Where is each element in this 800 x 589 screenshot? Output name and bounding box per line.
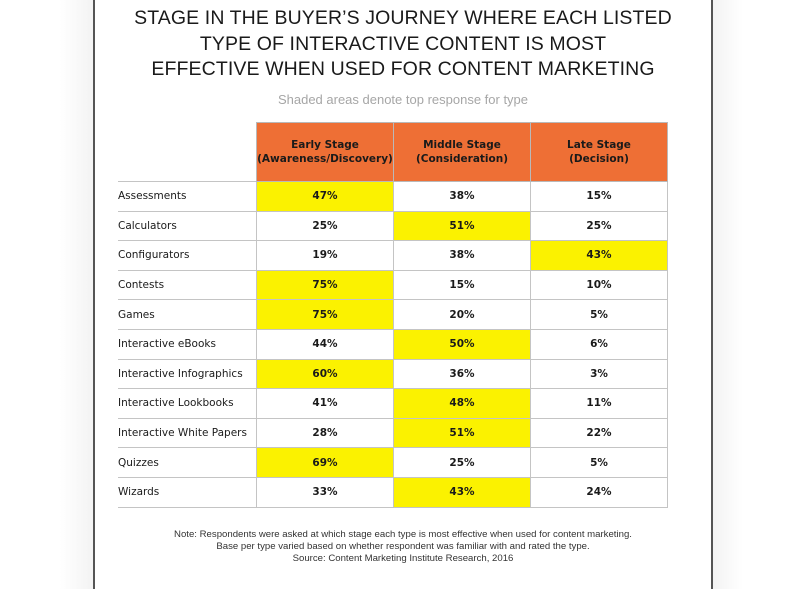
- table-row: [118, 448, 668, 478]
- column-header-title: Middle Stage: [423, 139, 501, 151]
- row-label: Interactive eBooks: [118, 329, 257, 359]
- table-row: [118, 359, 668, 389]
- data-table: [118, 122, 668, 508]
- column-header-title: Early Stage: [291, 139, 359, 151]
- column-header-middle: [394, 123, 531, 182]
- value-cell-early-top: 60%: [257, 359, 394, 389]
- value-cell-early-top: 69%: [257, 448, 394, 478]
- table-row: [118, 389, 668, 419]
- value-cell-late: 25%: [531, 211, 668, 241]
- value-cell-late-top: 43%: [531, 241, 668, 271]
- chart-title: [95, 6, 711, 83]
- value-cell-late: 10%: [531, 270, 668, 300]
- column-header-subtitle: (Consideration): [415, 153, 509, 165]
- table-row: [118, 300, 668, 330]
- column-header-early: [257, 123, 394, 182]
- header-corner: [118, 123, 257, 182]
- value-cell-middle-top: 50%: [394, 329, 531, 359]
- value-cell-middle-top: 48%: [394, 389, 531, 419]
- note-line: Base per type varied based on whether respondent was familiar with and rated the type.: [216, 541, 590, 552]
- value-cell-early: 33%: [257, 477, 394, 507]
- chart-title-line: TYPE OF INTERACTIVE CONTENT IS MOST: [199, 32, 607, 55]
- page-shadow-right: [713, 0, 743, 589]
- frame-border-left: [93, 0, 95, 589]
- row-label: Games: [118, 300, 257, 330]
- row-label: Configurators: [118, 241, 257, 271]
- value-cell-early: 25%: [257, 211, 394, 241]
- row-label: Calculators: [118, 211, 257, 241]
- table-row: [118, 270, 668, 300]
- value-cell-middle-top: 51%: [394, 211, 531, 241]
- value-cell-early-top: 75%: [257, 270, 394, 300]
- value-cell-middle-top: 43%: [394, 477, 531, 507]
- row-label: Interactive Lookbooks: [118, 389, 257, 419]
- value-cell-middle: 38%: [394, 241, 531, 271]
- value-cell-middle: 36%: [394, 359, 531, 389]
- source-line: Source: Content Marketing Institute Research, 2016: [292, 553, 514, 564]
- value-cell-middle: 25%: [394, 448, 531, 478]
- value-cell-early-top: 75%: [257, 300, 394, 330]
- chart-title-line: EFFECTIVE WHEN USED FOR CONTENT MARKETING: [151, 58, 655, 80]
- table-body: [118, 182, 668, 508]
- value-cell-late: 24%: [531, 477, 668, 507]
- table-row: [118, 211, 668, 241]
- row-label: Quizzes: [118, 448, 257, 478]
- value-cell-late: 5%: [531, 448, 668, 478]
- row-label: Interactive Infographics: [118, 359, 257, 389]
- value-cell-late: 11%: [531, 389, 668, 419]
- column-header-subtitle: (Awareness/Discovery): [257, 153, 393, 165]
- chart-note: [95, 529, 711, 565]
- value-cell-late: 22%: [531, 418, 668, 448]
- page-shadow-left: [60, 0, 93, 589]
- value-cell-early: 19%: [257, 241, 394, 271]
- value-cell-early: 28%: [257, 418, 394, 448]
- value-cell-late: 15%: [531, 182, 668, 212]
- chart-title-line: STAGE IN THE BUYER’S JOURNEY WHERE EACH LISTED: [134, 7, 672, 29]
- value-cell-early: 44%: [257, 329, 394, 359]
- table-row: [118, 418, 668, 448]
- column-header-late: [531, 123, 668, 182]
- value-cell-late: 5%: [531, 300, 668, 330]
- row-label: Wizards: [118, 477, 257, 507]
- frame-border-right: [711, 0, 713, 589]
- note-line: Note: Respondents were asked at which stage each type is most effective when used for content marketing.: [174, 529, 632, 540]
- table-row: [118, 241, 668, 271]
- table-row: [118, 477, 668, 507]
- value-cell-late: 3%: [531, 359, 668, 389]
- value-cell-early: 41%: [257, 389, 394, 419]
- row-label: Assessments: [118, 182, 257, 212]
- value-cell-middle-top: 51%: [394, 418, 531, 448]
- column-header-subtitle: (Decision): [569, 153, 629, 165]
- chart-subtitle: Shaded areas denote top response for type: [277, 92, 529, 107]
- column-header-title: Late Stage: [567, 139, 631, 151]
- table-row: [118, 182, 668, 212]
- value-cell-middle: 38%: [394, 182, 531, 212]
- row-label: Interactive White Papers: [118, 418, 257, 448]
- value-cell-middle: 20%: [394, 300, 531, 330]
- value-cell-early-top: 47%: [257, 182, 394, 212]
- table-row: [118, 329, 668, 359]
- value-cell-middle: 15%: [394, 270, 531, 300]
- value-cell-late: 6%: [531, 329, 668, 359]
- row-label: Contests: [118, 270, 257, 300]
- header-row: [118, 123, 668, 182]
